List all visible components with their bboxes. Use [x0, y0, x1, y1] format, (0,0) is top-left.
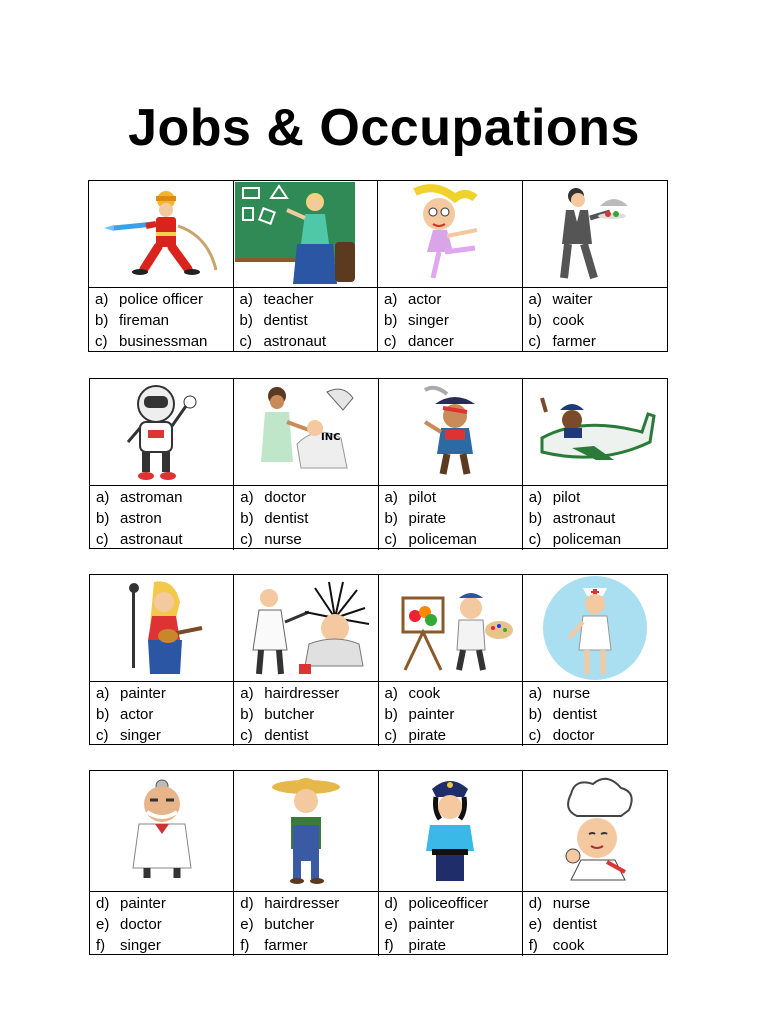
answer-option[interactable]: b) dentist: [240, 510, 309, 527]
pilot-icon: [523, 379, 667, 486]
answer-option[interactable]: a) waiter: [528, 291, 593, 308]
dentist-icon: [234, 379, 377, 486]
quiz-card: [523, 181, 668, 352]
answer-option[interactable]: d) nurse: [528, 895, 591, 912]
quiz-card: [378, 181, 523, 352]
answer-option[interactable]: c) policeman: [528, 531, 622, 548]
answer-option[interactable]: f) pirate: [384, 937, 447, 954]
quiz-card: [379, 379, 523, 550]
answer-option[interactable]: a) cook: [384, 685, 441, 702]
quiz-card: [90, 771, 234, 956]
quiz-card: [234, 575, 378, 746]
answer-option[interactable]: a) astroman: [96, 489, 183, 506]
answer-option[interactable]: c) dancer: [384, 333, 454, 350]
answer-option[interactable]: a) teacher: [239, 291, 314, 308]
answer-option[interactable]: c) farmer: [528, 333, 596, 350]
answer-option[interactable]: b) astron: [96, 510, 162, 527]
answer-option[interactable]: b) pirate: [384, 510, 447, 527]
answer-option[interactable]: b) cook: [528, 312, 585, 329]
astronaut-icon: [90, 379, 233, 486]
answer-option[interactable]: e) doctor: [96, 916, 162, 933]
nurse-icon: [523, 575, 667, 682]
answer-option[interactable]: c) businessman: [95, 333, 208, 350]
answer-option[interactable]: e) butcher: [240, 916, 315, 933]
answer-option[interactable]: a) pilot: [384, 489, 437, 506]
answer-option[interactable]: c) astronaut: [239, 333, 327, 350]
answer-option[interactable]: a) doctor: [240, 489, 306, 506]
quiz-row-2: [89, 378, 668, 549]
answer-option[interactable]: b) dentist: [239, 312, 308, 329]
answer-option[interactable]: d) painter: [96, 895, 166, 912]
pirate-icon: [379, 379, 522, 486]
quiz-card: [523, 771, 667, 956]
doctor-icon: [90, 771, 233, 892]
answer-option[interactable]: c) policeman: [384, 531, 477, 548]
svg-text:INC: INC: [320, 432, 341, 443]
answer-option[interactable]: b) fireman: [95, 312, 170, 329]
answer-option[interactable]: b) actor: [96, 706, 154, 723]
quiz-card: [89, 181, 234, 352]
answer-option[interactable]: b) dentist: [528, 706, 597, 723]
quiz-row-4: [89, 770, 668, 955]
answer-option[interactable]: d) policeofficer: [384, 895, 489, 912]
quiz-card: [379, 575, 523, 746]
quiz-card: [90, 575, 234, 746]
answer-option[interactable]: a) hairdresser: [240, 685, 340, 702]
answer-option[interactable]: a) police officer: [95, 291, 203, 308]
answer-option[interactable]: c) astronaut: [96, 531, 183, 548]
answer-option[interactable]: b) butcher: [240, 706, 315, 723]
answer-option[interactable]: e) dentist: [528, 916, 597, 933]
quiz-card: [90, 379, 234, 550]
answer-option[interactable]: f) singer: [96, 937, 161, 954]
answer-option[interactable]: a) actor: [384, 291, 442, 308]
answer-option[interactable]: f) farmer: [240, 937, 308, 954]
answer-option[interactable]: b) painter: [384, 706, 455, 723]
answer-option[interactable]: d) hairdresser: [240, 895, 340, 912]
answer-option[interactable]: c) pirate: [384, 727, 447, 744]
dancer-icon: [378, 181, 522, 288]
waiter-icon: [523, 181, 668, 288]
quiz-card: [234, 771, 378, 956]
answer-option[interactable]: c) doctor: [528, 727, 595, 744]
hairdresser-icon: [234, 575, 377, 682]
answer-option[interactable]: b) singer: [384, 312, 449, 329]
page-title: Jobs & Occupations: [128, 99, 640, 157]
answer-option[interactable]: e) painter: [384, 916, 455, 933]
answer-option[interactable]: a) nurse: [528, 685, 591, 702]
quiz-card: [523, 379, 667, 550]
police-officer-icon: [379, 771, 522, 892]
answer-option[interactable]: a) painter: [96, 685, 166, 702]
answer-option[interactable]: c) nurse: [240, 531, 302, 548]
answer-option[interactable]: a) pilot: [528, 489, 581, 506]
quiz-card: [379, 771, 523, 956]
quiz-row-1: [88, 180, 668, 352]
quiz-card: [234, 379, 378, 550]
singer-icon: [90, 575, 233, 682]
quiz-card: [234, 181, 379, 352]
answer-option[interactable]: c) dentist: [240, 727, 309, 744]
firefighter-icon: [89, 181, 233, 288]
quiz-card: [523, 575, 667, 746]
quiz-row-3: [89, 574, 668, 745]
farmer-icon: [234, 771, 377, 892]
answer-option[interactable]: c) singer: [96, 727, 161, 744]
chef-icon: [523, 771, 667, 892]
teacher-icon: [234, 181, 378, 288]
answer-option[interactable]: f) cook: [528, 937, 585, 954]
answer-option[interactable]: b) astronaut: [528, 510, 616, 527]
painter-icon: [379, 575, 522, 682]
